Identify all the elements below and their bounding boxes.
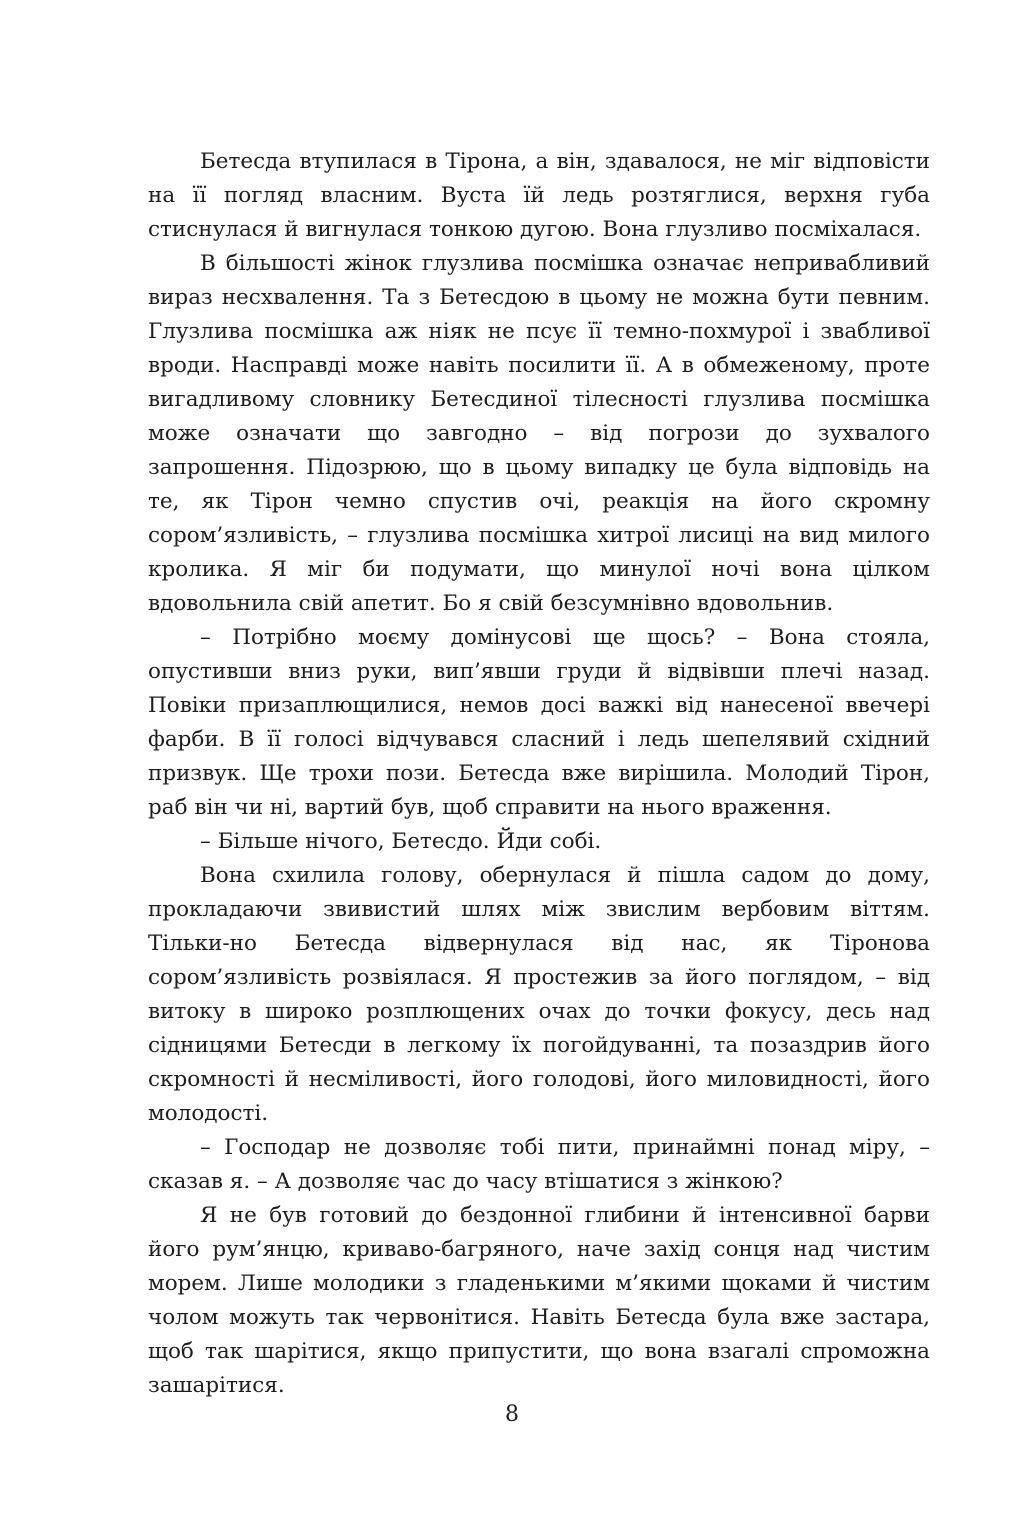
paragraph: – Більше нічого, Бетесдо. Йди собі.	[200, 829, 602, 854]
paragraph: Бетесда втупилася в Тірона, а він, здавалося, не міг відповісти на її погляд власним. Вуста їй ледь розтяглися, верхня губа стиснулася й вигнулася тонкою дугою. Вона глузливо посміхалася.	[148, 149, 930, 242]
paragraph: – Потрібно моєму домінусові ще щось? – Вона стояла, опустивши вниз руки, вип’явши груди й відвівши плечі назад. Повіки призаплющилися, немов досі важкі від нанесеної ввечері фарби. В її голосі відчувався сласний і ледь шепелявий східний призвук. Ще трохи пози. Бетесда вже вирішила. Молодий Тірон, раб він чи ні, вартий був, щоб справити на нього враження.	[148, 625, 930, 820]
page-number: 8	[505, 1402, 519, 1427]
paragraph: – Господар не дозволяє тобі пити, принаймні понад міру, – сказав я. – А дозволяє час до часу втішатися з жінкою?	[148, 1135, 930, 1194]
paragraph: Я не був готовий до бездонної глибини й інтенсивної барви його рум’янцю, криваво-багряного, наче захід сонця над чистим морем. Лише молодики з гладенькими м’якими щоками й чистим чолом можуть так червонітися. Навіть Бетесда була вже застара, щоб так шарітися, якщо припустити, що вона взагалі спроможна зашарітися.	[148, 1203, 930, 1398]
paragraph: В більшості жінок глузлива посмішка означає непривабливий вираз несхвалення. Та з Бетесдою в цьому не можна бути певним. Глузлива посмішка аж ніяк не псує її темно-похмурої і звабливої вроди. Насправді може навіть посилити її. А в обмеженому, проте вигадливому словнику Бетесдиної тілесності глузлива посмішка може означати що завгодно – від погрози до зухвалого запрошення. Підозрюю, що в цьому випадку це була відповідь на те, як Тірон чемно спустив очі, реакція на його скромну сором’язливість, – глузлива посмішка хитрої лисиці на вид милого кролика. Я міг би подумати, що минулої ночі вона цілком вдовольнила свій апетит. Бо я свій безсумнівно вдовольнив.	[148, 251, 930, 616]
body-text	[148, 145, 930, 1403]
paragraph: Вона схилила голову, обернулася й пішла садом до дому, прокладаючи звивистий шлях між звислим вербовим віттям. Тільки-но Бетесда відвернулася від нас, як Тіронова сором’язливість розвіялася. Я простежив за його поглядом, – від витоку в широко розплющених очах до точки фокусу, десь над сідницями Бетесди в легкому їх погойдуванні, та позаздрив його скромності й несміливості, його голодові, його миловидності, його молодості.	[148, 863, 930, 1126]
